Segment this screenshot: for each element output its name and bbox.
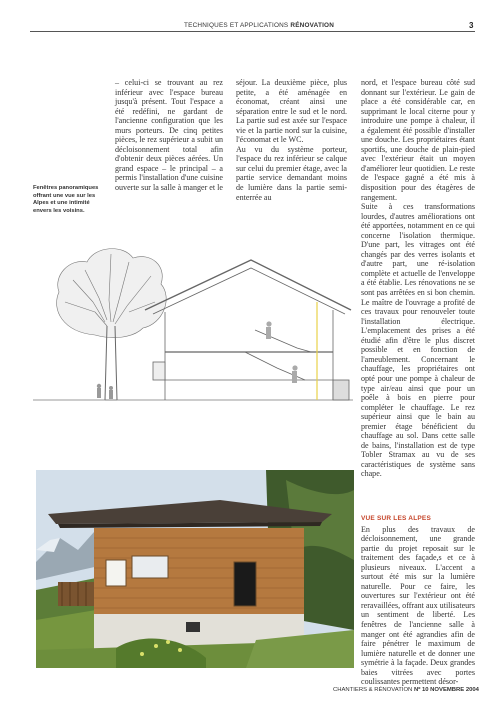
text-column-2 <box>236 78 347 202</box>
paragraph: Suite à ces transformations lourdes, d'autres améliorations ont été apportées, notamment en ce qui concerne l'isolation thermique. D'une part, les vitrages ont été changés par des verres isolants et d'autre part, une ré-isolation complète et actuelle de l'enveloppe a été établie. Les rénovations ne se sont pas arrêtées en si bon chemin. Le maître de l'ouvrage a profité de ces travaux pour renouveler toute l'installation électrique. L'emplacement des prises a été étudié afin d'être le plus discret possible et en fonction de l'ameublement. Concernant le chauffage, les propriétaires ont opté pour une pompe à chaleur de type air/eau ainsi que pour un poêle à bois en pierre pour compléter le chauffage. Le rez supérieur ainsi que le bain au premier étage bénéficient du chauffage au sol. Dans cette salle de bains, l'installation est de type Tobler Stramax au vu de ses caractéristiques de système sans chape. <box>361 202 475 479</box>
tree-illustration <box>57 249 167 400</box>
text-column-3-section <box>361 514 475 687</box>
page-number: 3 <box>469 21 474 30</box>
paragraph: nord, et l'espace bureau côté sud donnant sur l'extérieur. Le gain de place a été considérable car, en supprimant le local citerne pour y introduire une pompe à chaleur, il a également été possible d'installer une douche. Les propriétaires étant sportifs, une douche de plain-pied avec l'extérieur était un moyen d'améliorer leur quotidien. Le reste de l'espace gagné a été mis à disposition pour des étagères de rangement. <box>361 78 475 202</box>
section-title: TECHNIQUES ET APPLICATIONS RÉNOVATION <box>184 22 335 29</box>
image-caption: Fenêtres panoramiques offrant une vue sur les Alpes et une intimité envers les voisins. <box>33 185 99 214</box>
paragraph: En plus des travaux de décloisonnement, une grande partie du projet reposait sur le traitement des façade,s et ce à plusieurs niveaux. L'accent a surtout été mis sur la lumière naturelle. Pour ce faire, les ouvertures sur l'extérieur ont été reravaillées, offrant aux utilisateurs un sentiment de liberté. Les fenêtres de l'ancienne salle à manger ont été agrandies afin de faire pénétrer le maximum de lumière naturelle et de donner une symétrie à la façade. Deux grandes baies vitrées avec portes coulissantes permettent désor- <box>361 524 475 687</box>
header-rule <box>30 31 475 32</box>
house-section <box>145 260 351 400</box>
paragraph: séjour. La deuxième pièce, plus petite, a été aménagée en économat, créant ainsi une séparation entre le sud et le nord. La partie sud est axée sur l'espace vie et la partie nord sur la cuisine, l'économat et le WC. <box>236 78 347 145</box>
chalet-photo <box>36 470 354 668</box>
page-footer: CHANTIERS & RÉNOVATION Nº 10 NOVEMBRE 2004 <box>333 687 479 693</box>
text-column-3 <box>361 78 475 479</box>
paragraph: Au vu du système porteur, l'espace du rez inférieur se calque sur celui du premier étage, avec la partie service demandant moins de lumière dans la partie semi-enterrée au <box>236 144 347 202</box>
text-column-1 <box>115 78 223 193</box>
section-subtitle: VUE SUR LES ALPES <box>361 515 431 522</box>
paragraph: – celui-ci se trouvant au rez inférieur avec l'espace bureau jusqu'à présent. Tout l'espace a été redéfini, ne gardant de l'ancienne configuration que les murs porteurs. De cinq petites pièces, le rez supérieur a subit un décloisonnement total afin d'obtenir deux pièces aérées. Un grand espace – le principal – a permis l'installation d'une cuisine ouverte sur la salle à manger et le <box>115 78 223 193</box>
house-section-drawing <box>33 240 353 462</box>
